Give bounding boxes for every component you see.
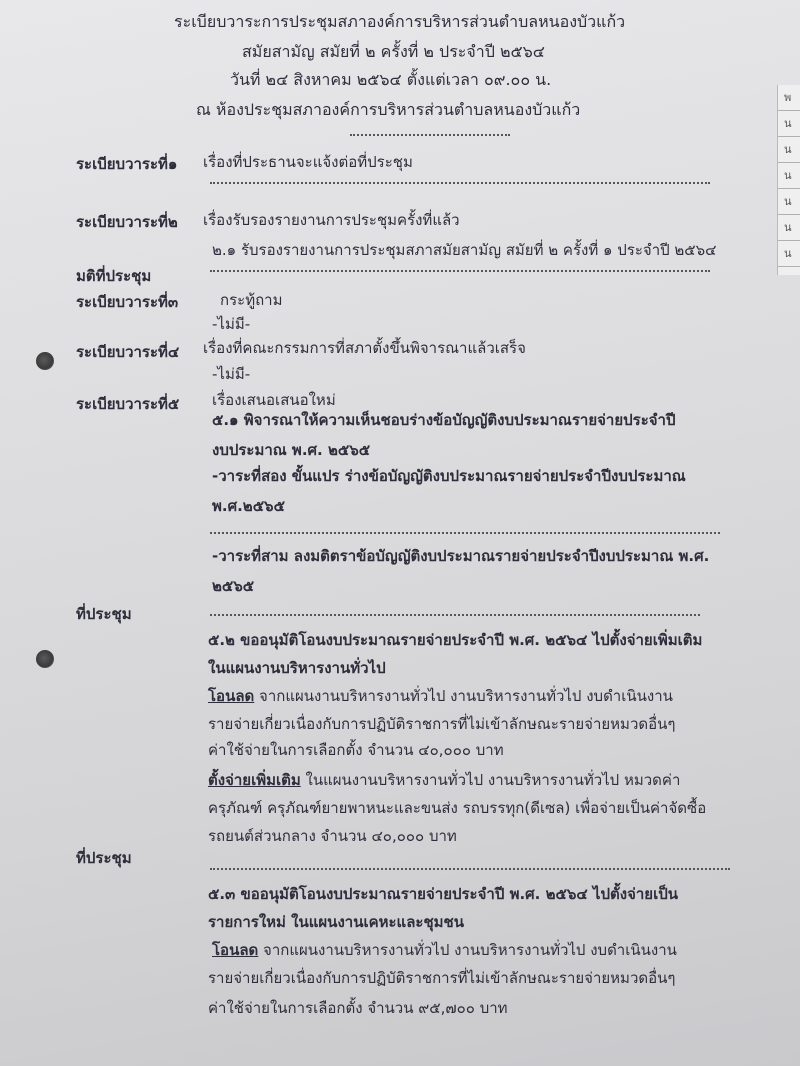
side-strip-char: พ: [778, 85, 800, 111]
item-5-2-line8: รถยนต์ส่วนกลาง จำนวน ๔๐,๐๐๐ บาท: [208, 827, 457, 845]
side-strip-char: น: [778, 163, 800, 189]
transfer-out-label: โอนลด: [212, 941, 259, 959]
agenda-label-4: ระเบียบวาระที่๔: [76, 343, 180, 361]
punch-hole: [36, 650, 54, 668]
agenda-title-3: กระทู้ถาม: [220, 291, 283, 309]
punch-hole: [36, 352, 54, 370]
item-5-1-line1: ๕.๑ พิจารณาให้ความเห็นชอบร่างข้อบัญญัติงบประมาณรายจ่ายประจำปี: [212, 411, 676, 429]
dotted-line: [210, 532, 720, 534]
item-5-2-line7: ครุภัณฑ์ ครุภัณฑ์ยายพาหนะและขนส่ง รถบรรทุก(ดีเซล) เพื่อจ่ายเป็นค่าจัดซื้อ: [208, 799, 707, 817]
agenda-title-1: เรื่องที่ประธานจะแจ้งต่อที่ประชุม: [203, 153, 413, 171]
item-5-2-line6: [208, 770, 680, 790]
dotted-line: [350, 134, 510, 136]
item-5-3-line3: [212, 940, 677, 960]
transfer-out-text: จากแผนงานบริหารงานทั่วไป งานบริหารงานทั่วไป งบดำเนินงาน: [258, 941, 677, 959]
item-5-2-line5: ค่าใช้จ่ายในการเลือกตั้ง จำนวน ๔๐,๐๐๐ บาท: [208, 741, 504, 759]
item-5-1-line2: งบประมาณ พ.ศ. ๒๕๖๕: [212, 441, 371, 459]
header-location: ณ ห้องประชุมสภาองค์การบริหารส่วนตำบลหนองบัวแก้ว: [196, 100, 581, 119]
transfer-out-label: โอนลด: [208, 687, 255, 705]
dotted-line: [210, 614, 700, 616]
agenda-label-5: ระเบียบวาระที่๕: [76, 395, 180, 413]
agenda-title-5: เรื่องเสนอเสนอใหม่: [212, 391, 336, 409]
agenda-label-2: ระเบียบวาระที่๒: [76, 213, 178, 231]
meeting-label-1: ที่ประชุม: [76, 605, 132, 623]
transfer-out-text: จากแผนงานบริหารงานทั่วไป งานบริหารงานทั่วไป งบดำเนินงาน: [254, 687, 673, 705]
item-5-2-line4: รายจ่ายเกี่ยวเนื่องกับการปฏิบัติราชการที่ไม่เข้าลักษณะรายจ่ายหมวดอื่นๆ: [208, 715, 676, 733]
side-strip-char: น: [778, 137, 800, 163]
item-5-3-line5: ค่าใช้จ่ายในการเลือกตั้ง จำนวน ๙๕,๗๐๐ บาท: [208, 999, 508, 1017]
item-5-3-line4: รายจ่ายเกี่ยวเนื่องกับการปฏิบัติราชการที่ไม่เข้าลักษณะรายจ่ายหมวดอื่นๆ: [208, 969, 676, 987]
dotted-line: [210, 868, 730, 870]
item-5-1-line5: -วาระที่สาม ลงมติตราข้อบัญญัติงบประมาณรายจ่ายประจำปีงบประมาณ พ.ศ.: [212, 547, 710, 565]
item-5-1-line3: -วาระที่สอง ขั้นแปร ร่างข้อบัญญัติงบประมาณรายจ่ายประจำปีงบประมาณ: [212, 467, 686, 485]
agenda-label-3: ระเบียบวาระที่๓: [76, 293, 179, 311]
resolution-label: มติที่ประชุม: [76, 267, 152, 285]
agenda-sub-2-1: ๒.๑ รับรองรายงานการประชุมสภาสมัยสามัญ สมัยที่ ๒ ครั้งที่ ๑ ประจำปี ๒๕๖๔: [212, 241, 717, 259]
additional-allocation-label: ตั้งจ่ายเพิ่มเติม: [208, 771, 301, 789]
agenda-title-4: เรื่องที่คณะกรรมการที่สภาตั้งขึ้นพิจารณาแล้วเสร็จ: [203, 339, 526, 357]
adjacent-page-edge: [777, 85, 800, 275]
item-5-1-line6: ๒๕๖๕: [212, 577, 255, 595]
meeting-label-2: ที่ประชุม: [76, 849, 132, 867]
additional-allocation-text: ในแผนงานบริหารงานทั่วไป งานบริหารงานทั่วไป หมวดค่า: [300, 771, 681, 789]
item-5-3-line1: ๕.๓ ขออนุมัติโอนงบประมาณรายจ่ายประจำปี พ.ศ. ๒๕๖๔ ไปตั้งจ่ายเป็น: [208, 885, 678, 903]
header-date: วันที่ ๒๔ สิงหาคม ๒๕๖๔ ตั้งแต่เวลา ๐๙.๐๐ น.: [230, 70, 552, 89]
item-5-2-line1: ๕.๒ ขออนุมัติโอนงบประมาณรายจ่ายประจำปี พ.ศ. ๒๕๖๔ ไปตั้งจ่ายเพิ่มเติม: [208, 631, 703, 649]
item-5-1-line4: พ.ศ.๒๕๖๕: [212, 497, 285, 515]
side-strip-char: น: [778, 189, 800, 215]
header-title: ระเบียบวาระการประชุมสภาองค์การบริหารส่วนตำบลหนองบัวแก้ว: [174, 12, 626, 31]
agenda-note-4: -ไม่มี-: [212, 365, 251, 383]
item-5-2-line2: ในแผนงานบริหารงานทั่วไป: [208, 659, 386, 677]
agenda-label-1: ระเบียบวาระที่๑: [76, 155, 178, 173]
side-strip-char: น: [778, 215, 800, 241]
side-strip-char: น: [778, 111, 800, 137]
agenda-note-3: -ไม่มี-: [212, 315, 251, 333]
header-session: สมัยสามัญ สมัยที่ ๒ ครั้งที่ ๒ ประจำปี ๒๕๖๔: [242, 42, 545, 61]
agenda-title-2: เรื่องรับรองรายงานการประชุมครั้งที่แล้ว: [203, 211, 460, 229]
item-5-3-line2: รายการใหม่ ในแผนงานเคหะและชุมชน: [208, 913, 464, 931]
dotted-line: [210, 270, 710, 272]
item-5-2-line3: [208, 686, 673, 706]
dotted-line: [210, 182, 710, 184]
side-strip-char: น: [778, 241, 800, 267]
